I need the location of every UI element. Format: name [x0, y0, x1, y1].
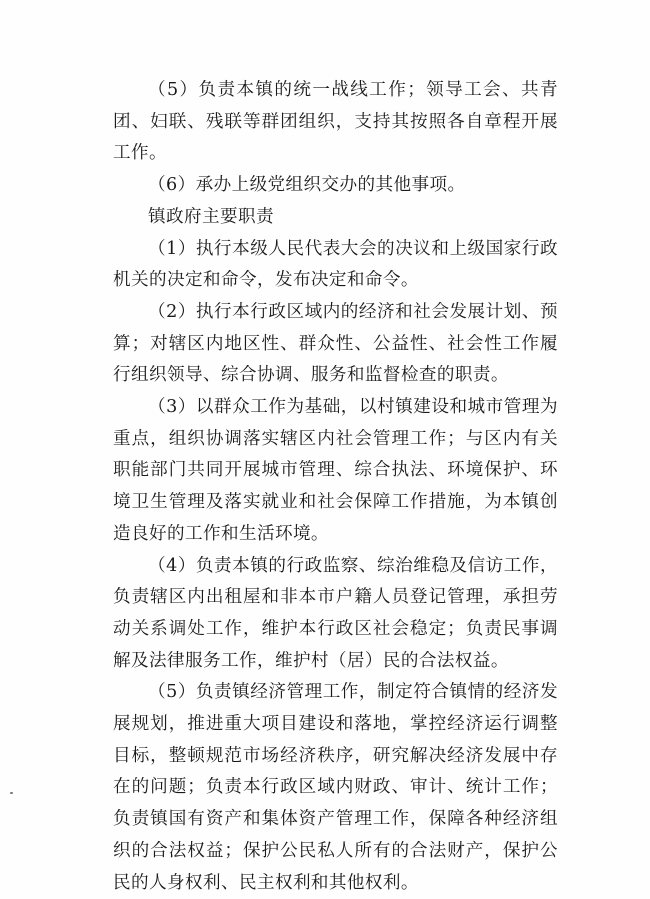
paragraph-party-other-matters: （6）承办上级党组织交办的其他事项。 [148, 175, 466, 196]
section-heading-town-government-duties: 镇政府主要职责 [148, 206, 274, 227]
paragraph-gov-duty-2: （2）执行本行政区域内的经济和社会发展计划、预算；对辖区内地区性、群众性、公益性、社会性工作履行组织领导、综合协调、服务和监督检查的职责。 [113, 301, 558, 386]
paragraph-gov-duty-4: （4）负责本镇的行政监察、综治维稳及信访工作，负责辖区内出租屋和非本市户籍人员登记管理，承担劳动关系调处工作，维护本行政区社会稳定；负责民事调解及法律服务工作，维护村（居）民的合法权益。 [113, 555, 558, 671]
paragraph-gov-duty-1: （1）执行本级人民代表大会的决议和上级国家行政机关的决定和命令，发布决定和命令。 [113, 238, 558, 291]
paragraph-party-united-front: （5）负责本镇的统一战线工作；领导工会、共青团、妇联、残联等群团组织，支持其按照各自章程开展工作。 [113, 80, 558, 164]
paragraph-gov-duty-5: （5）负责镇经济管理工作，制定符合镇情的经济发展规划，推进重大项目建设和落地，掌控经济运行调整目标，整顿规范市场经济秩序，研究解决经济发展中存在的问题；负责本行政区域内财政、审计、统计工作；负责镇国有资产和集体资产管理工作，保障各种经济组织的合法权益；保护公民私人所有的合法财产，保护公民的人身权利、民主权利和其他权利。 [113, 682, 558, 893]
paragraph-gov-duty-3: （3）以群众工作为基础，以村镇建设和城市管理为重点，组织协调落实辖区内社会管理工作；与区内有关职能部门共同开展城市管理、综合执法、环境保护、环境卫生管理及落实就业和社会保障工作措施，为本镇创造良好的工作和生活环境。 [113, 397, 558, 544]
scan-speck [10, 792, 13, 794]
document-body [113, 75, 558, 899]
